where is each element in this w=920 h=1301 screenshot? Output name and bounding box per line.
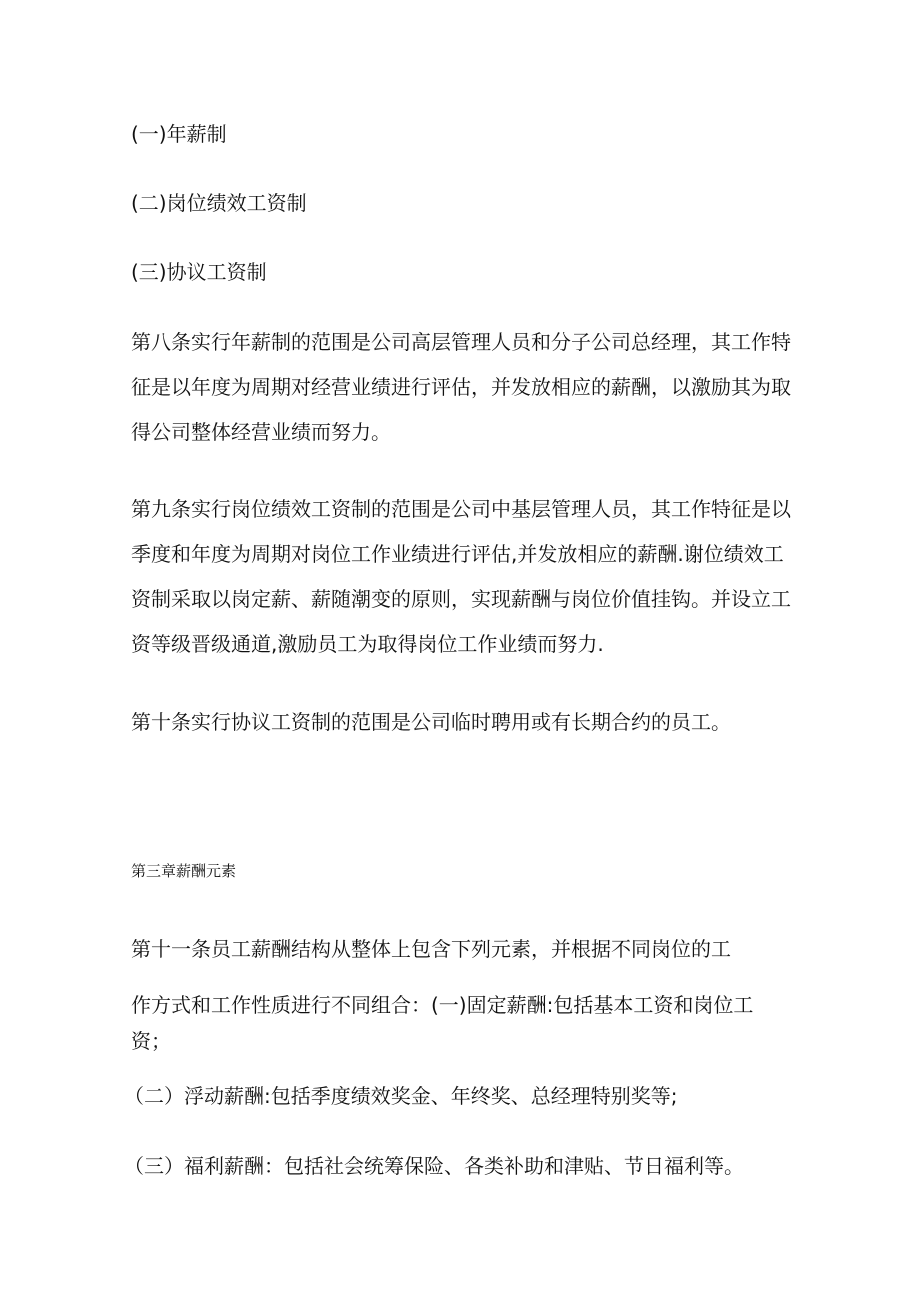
element-welfare-pay: （三）福利薪酬：包括社会统筹保险、各类补助和津贴、节日福利等。 bbox=[124, 1154, 744, 1178]
item-position-performance-salary: (二)岗位绩效工资制 bbox=[131, 191, 307, 215]
article-11-line-1: 第十一条员工薪酬结构从整体上包含下列元素，并根据不同岗位的工 bbox=[131, 937, 731, 961]
item-annual-salary: (一)年薪制 bbox=[131, 122, 227, 146]
item-agreement-salary: (三)协议工资制 bbox=[131, 260, 267, 284]
element-floating-pay: （二）浮动薪酬:包括季度绩效奖金、年终奖、总经理特别奖等; bbox=[124, 1084, 678, 1108]
article-9-paragraph: 第九条实行岗位绩效工资制的范围是公司中基层管理人员，其工作特征是以季度和年度为周期对岗位工作业绩进行评估,并发放相应的薪酬.谢位绩效工资制采取以岗定薪、薪随潮变的原则，实现薪酬与岗位价值挂钩。并设立工资等级晋级通道,激励员工为取得岗位工作业绩而努力. bbox=[131, 497, 791, 656]
article-11-line-2: 作方式和工作性质进行不同组合：(一)固定薪酬:包括基本工资和岗位工资； bbox=[131, 993, 754, 1053]
article-10-paragraph: 第十条实行协议工资制的范围是公司临时聘用或有长期合约的员工。 bbox=[131, 710, 731, 734]
chapter-3-title: 第三章薪酬元素 bbox=[131, 862, 237, 880]
article-8-paragraph: 第八条实行年薪制的范围是公司高层管理人员和分子公司总经理，其工作特征是以年度为周期对经营业绩进行评估，并发放相应的薪酬，以激励其为取得公司整体经营业绩而努力。 bbox=[131, 330, 791, 444]
